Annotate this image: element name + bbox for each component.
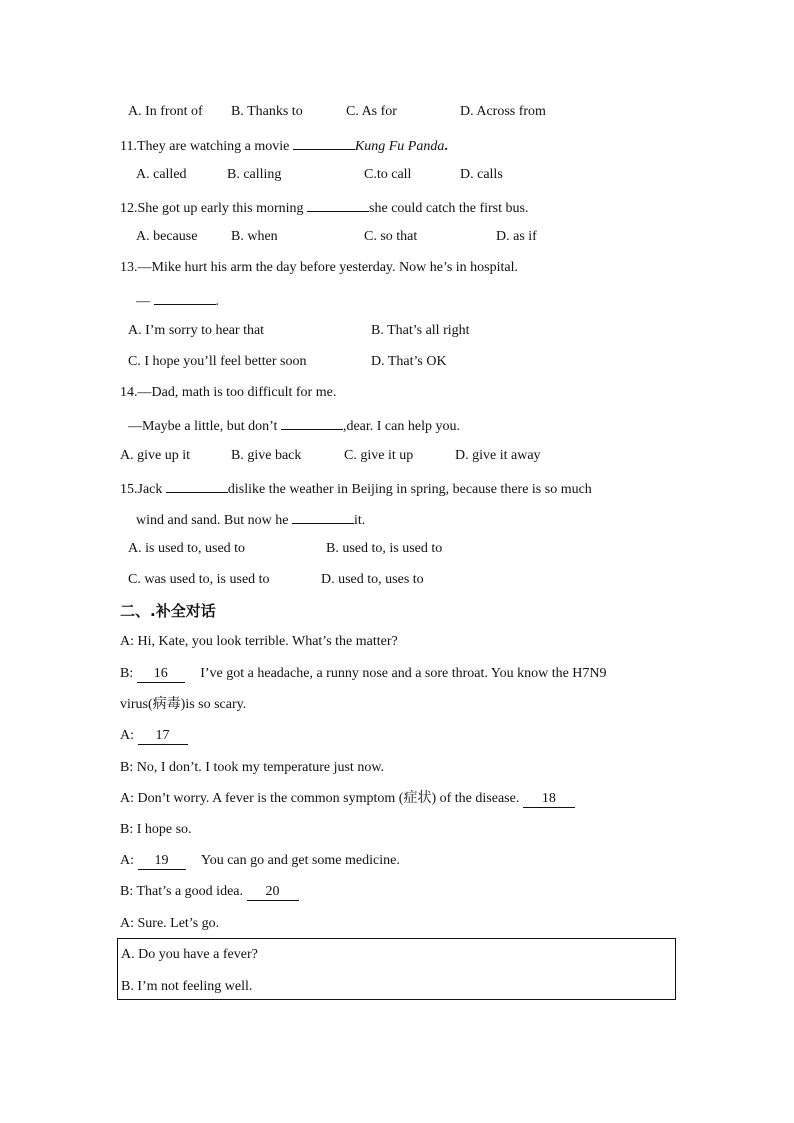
answer-blank [281, 415, 343, 430]
dialog-line [120, 883, 299, 901]
blank-19: 19 [138, 853, 186, 870]
dialog-line: B: I hope so. [120, 822, 192, 837]
question-15 [120, 478, 592, 499]
question-stem-end: it. [353, 513, 366, 528]
option-a: A. is used to, used to [128, 541, 246, 556]
answer-blank [166, 478, 228, 493]
question-13: 13.—Mike hurt his arm the day before yesterday. Now he’s in hospital. [120, 260, 519, 275]
option-a: A. because [136, 229, 198, 244]
reply-text: —Maybe a little, but don’t [128, 419, 278, 434]
choice-a: A. Do you have a fever? [121, 947, 258, 962]
dialog-text: B: That’s a good idea. [120, 884, 243, 899]
option-d: D. used to, uses to [321, 572, 424, 587]
speaker-label: A: [120, 728, 134, 743]
answer-blank [154, 290, 216, 305]
option-d: D. as if [496, 229, 537, 244]
option-a: A. called [136, 167, 187, 182]
choices-box [117, 938, 676, 1000]
blank-16: 16 [137, 666, 185, 683]
option-c: C. I hope you’ll feel better soon [128, 354, 307, 369]
question-14: 14.—Dad, math is too difficult for me. [120, 385, 337, 400]
dialog-text: I’ve got a headache, a runny nose and a sore throat. You know the H7N9 [200, 666, 607, 681]
option-b: B. That’s all right [371, 323, 470, 338]
dialog-line: A: Sure. Let’s go. [120, 916, 220, 931]
answer-blank [292, 509, 354, 524]
option-d: D. give it away [455, 448, 541, 463]
dialog-line [120, 790, 575, 808]
option-d: D. calls [460, 167, 503, 182]
option-c: C. give it up [344, 448, 414, 463]
punctuation: . [444, 139, 448, 154]
answer-blank [293, 135, 355, 150]
option-d: D. That’s OK [371, 354, 447, 369]
question-15-line-2 [136, 509, 365, 530]
speaker-label: A: [120, 853, 134, 868]
question-11 [120, 135, 448, 156]
question-12 [120, 197, 528, 218]
question-stem: 12.She got up early this morning [120, 201, 304, 216]
option-b: B. used to, is used to [326, 541, 443, 556]
punctuation: . [215, 294, 219, 309]
option-a: A. I’m sorry to hear that [128, 323, 265, 338]
question-stem-cont: wind and sand. But now he [136, 513, 289, 528]
dialog-line: A: Hi, Kate, you look terrible. What’s the matter? [120, 634, 398, 649]
option-b: B. when [231, 229, 278, 244]
speaker-label: B: [120, 666, 134, 681]
option-b: B. calling [227, 167, 282, 182]
option-b: B. Thanks to [231, 104, 303, 119]
question-stem: 15.Jack [120, 482, 163, 497]
option-c: C. As for [346, 104, 397, 119]
question-stem-end: she could catch the first bus. [369, 201, 529, 216]
option-a: A. In front of [128, 104, 203, 119]
option-c: C. was used to, is used to [128, 572, 270, 587]
dialog-line [120, 665, 607, 683]
reply-line [128, 415, 460, 436]
question-stem: 11.They are watching a movie [120, 139, 290, 154]
section-heading: 二、.补全对话 [120, 602, 216, 620]
option-d: D. Across from [460, 104, 546, 119]
option-a: A. give up it [120, 448, 190, 463]
dialog-line: virus(病毒)is so scary. [120, 697, 247, 712]
movie-title: Kung Fu Panda [354, 139, 445, 154]
dialog-line: B: No, I don’t. I took my temperature just now. [120, 760, 385, 775]
option-b: B. give back [231, 448, 302, 463]
dash: — [136, 294, 150, 309]
answer-blank [307, 197, 369, 212]
blank-20: 20 [247, 884, 299, 901]
question-stem-cont: dislike the weather in Beijing in spring, because there is so much [227, 482, 592, 497]
blank-18: 18 [523, 791, 575, 808]
reply-text-end: ,dear. I can help you. [342, 419, 460, 434]
option-c: C.to call [364, 167, 412, 182]
choice-b: B. I’m not feeling well. [121, 979, 253, 994]
dialog-text: A: Don’t worry. A fever is the common symptom (症状) of the disease. [120, 791, 520, 806]
reply-line [136, 290, 219, 311]
option-c: C. so that [364, 229, 418, 244]
dialog-line [120, 727, 188, 745]
dialog-line [120, 852, 400, 870]
blank-17: 17 [138, 728, 188, 745]
dialog-text: You can go and get some medicine. [201, 853, 400, 868]
